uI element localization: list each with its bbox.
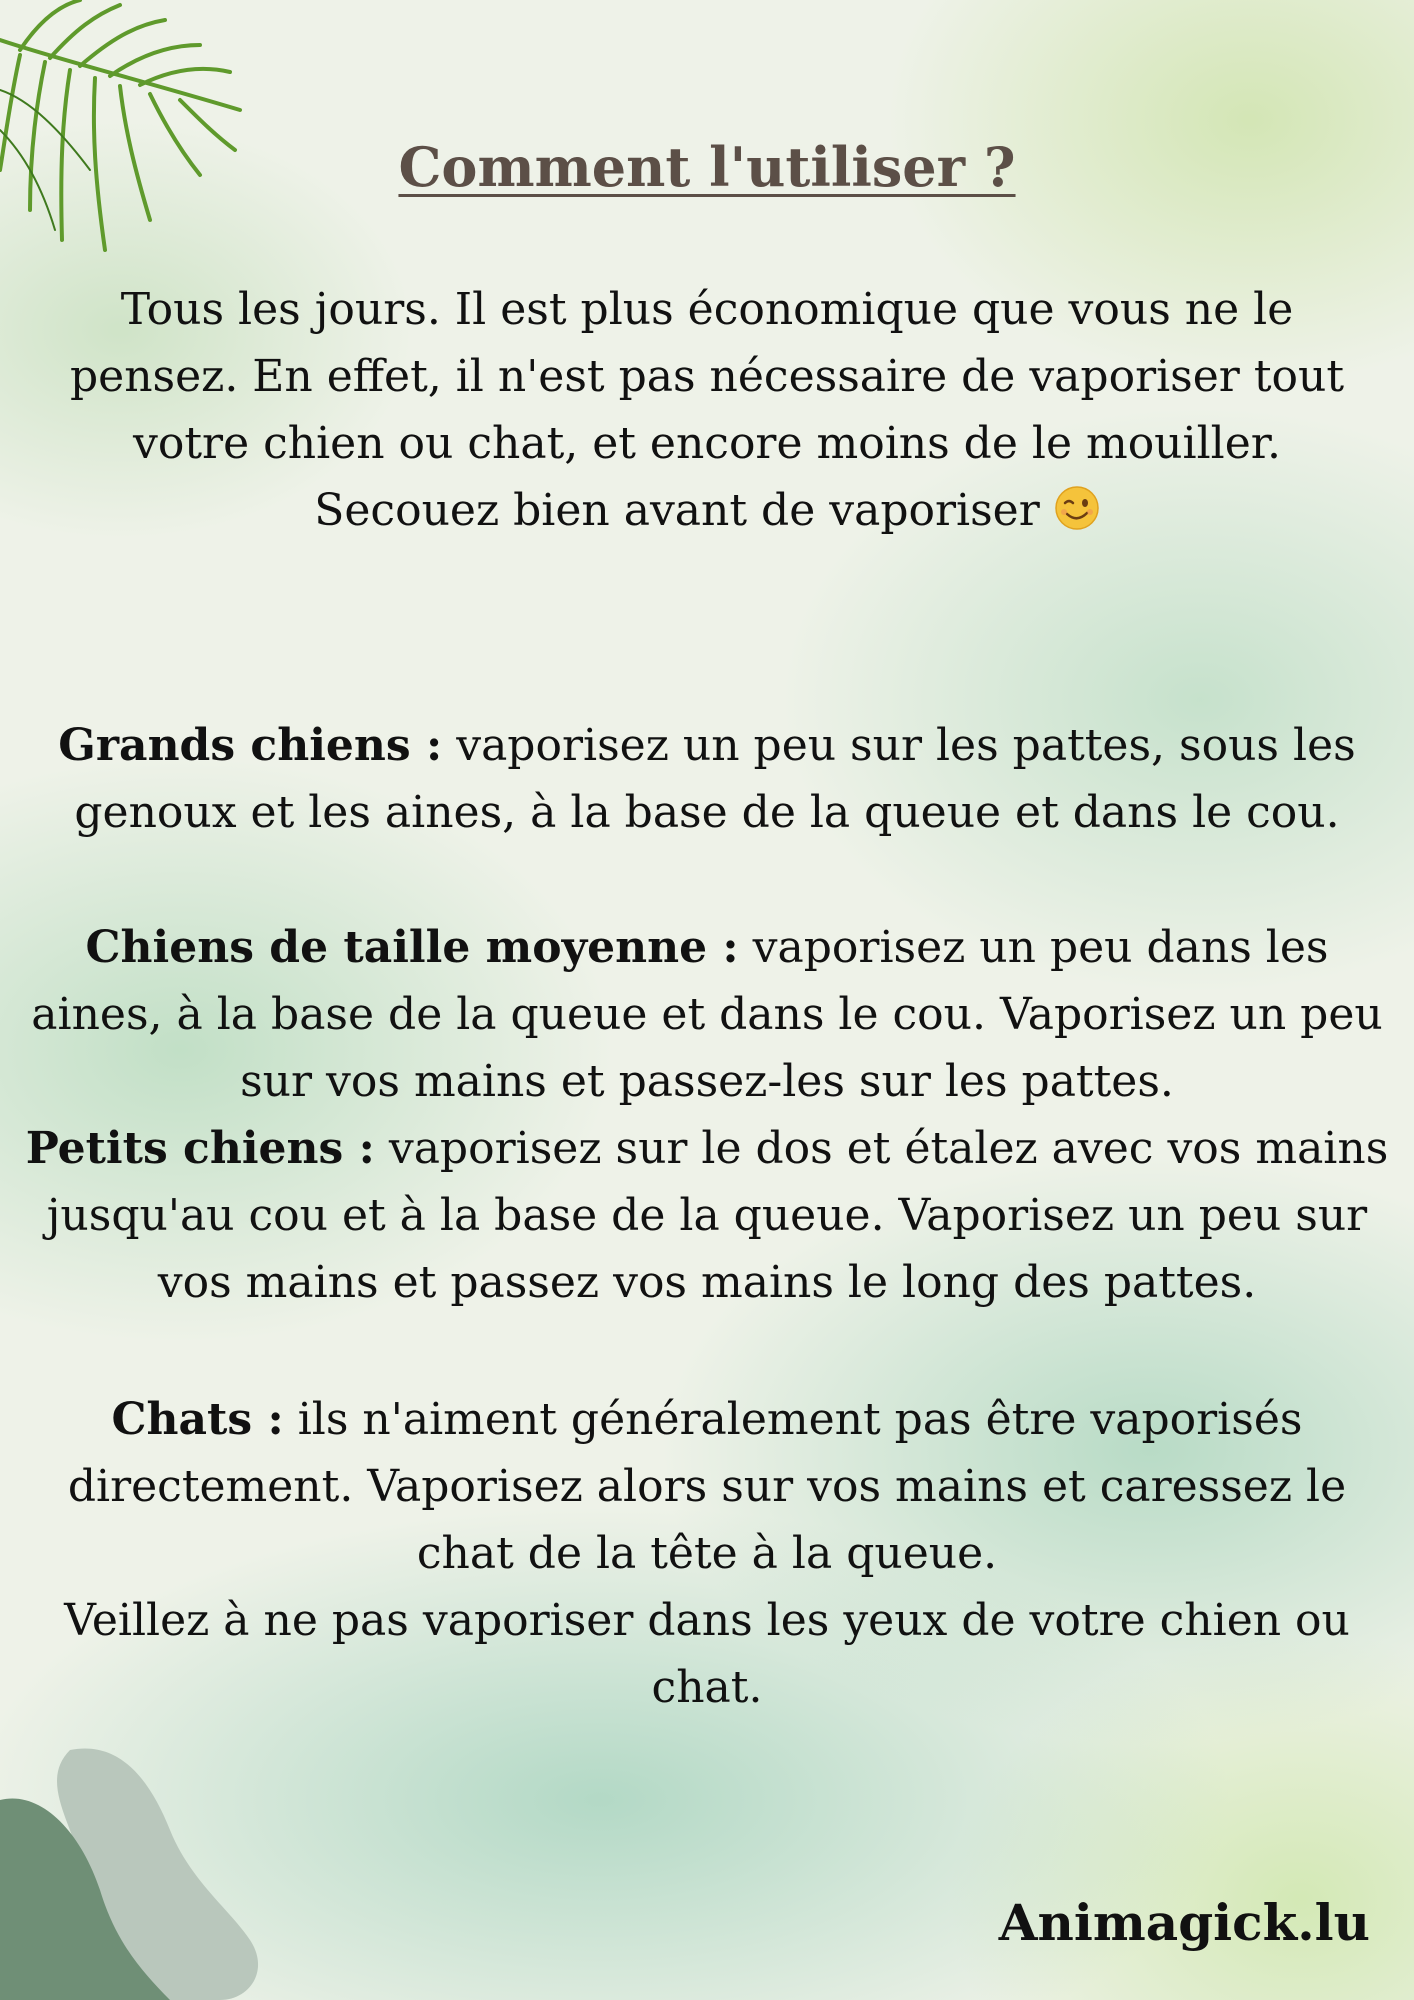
chats-paragraph (0, 1386, 1414, 1721)
petits-chiens-paragraph (0, 1115, 1414, 1316)
grands-chiens-line: genoux et les aines, à la base de la queue et dans le cou. (74, 787, 1340, 838)
intro-paragraph (0, 276, 1414, 544)
intro-line: votre chien ou chat, et encore moins de le mouiller. (133, 418, 1281, 469)
grands-chiens-paragraph (0, 712, 1414, 846)
petits-chiens-label: Petits chiens : (25, 1123, 375, 1174)
page-title: Comment l'utiliser ? (398, 135, 1016, 199)
chiens-moyens-paragraph (0, 914, 1414, 1115)
chiens-moyens-line: aines, à la base de la queue et dans le cou. Vaporisez un peu (31, 989, 1383, 1040)
brand-name: Animagick.lu (998, 1893, 1370, 1952)
grands-chiens-label: Grands chiens : (58, 720, 443, 771)
warning-line: chat. (651, 1662, 763, 1713)
petits-chiens-text: vaporisez sur le dos et étalez avec vos mains (374, 1123, 1389, 1174)
chats-label: Chats : (111, 1394, 284, 1445)
petits-chiens-line: vos mains et passez vos mains le long des pattes. (157, 1257, 1257, 1308)
chiens-moyens-line (0, 914, 1414, 981)
chats-line: chat de la tête à la queue. (416, 1528, 998, 1579)
grands-chiens-line (0, 712, 1414, 779)
grands-chiens-text: vaporisez un peu sur les pattes, sous les (442, 720, 1356, 771)
corner-blob-decoration (0, 1740, 280, 2000)
intro-line-text: Secouez bien avant de vaporiser (314, 485, 1040, 536)
winking-face-emoji-icon (1054, 485, 1100, 531)
chiens-moyens-label: Chiens de taille moyenne : (85, 922, 739, 973)
chats-line: directement. Vaporisez alors sur vos mains et caressez le (67, 1461, 1347, 1512)
intro-line: pensez. En effet, il n'est pas nécessaire de vaporiser tout (69, 351, 1345, 402)
petits-chiens-line (0, 1115, 1414, 1182)
chiens-moyens-line: sur vos mains et passez-les sur les pattes. (240, 1056, 1174, 1107)
intro-line: Tous les jours. Il est plus économique que vous ne le (120, 284, 1294, 335)
chats-line (0, 1386, 1414, 1453)
chiens-moyens-text: vaporisez un peu dans les (738, 922, 1329, 973)
warning-line: Veillez à ne pas vaporiser dans les yeux de votre chien ou (64, 1595, 1350, 1646)
petits-chiens-line: jusqu'au cou et à la base de la queue. Vaporisez un peu sur (46, 1190, 1368, 1241)
chats-text: ils n'aiment généralement pas être vaporisés (283, 1394, 1303, 1445)
intro-line-last (0, 477, 1414, 544)
